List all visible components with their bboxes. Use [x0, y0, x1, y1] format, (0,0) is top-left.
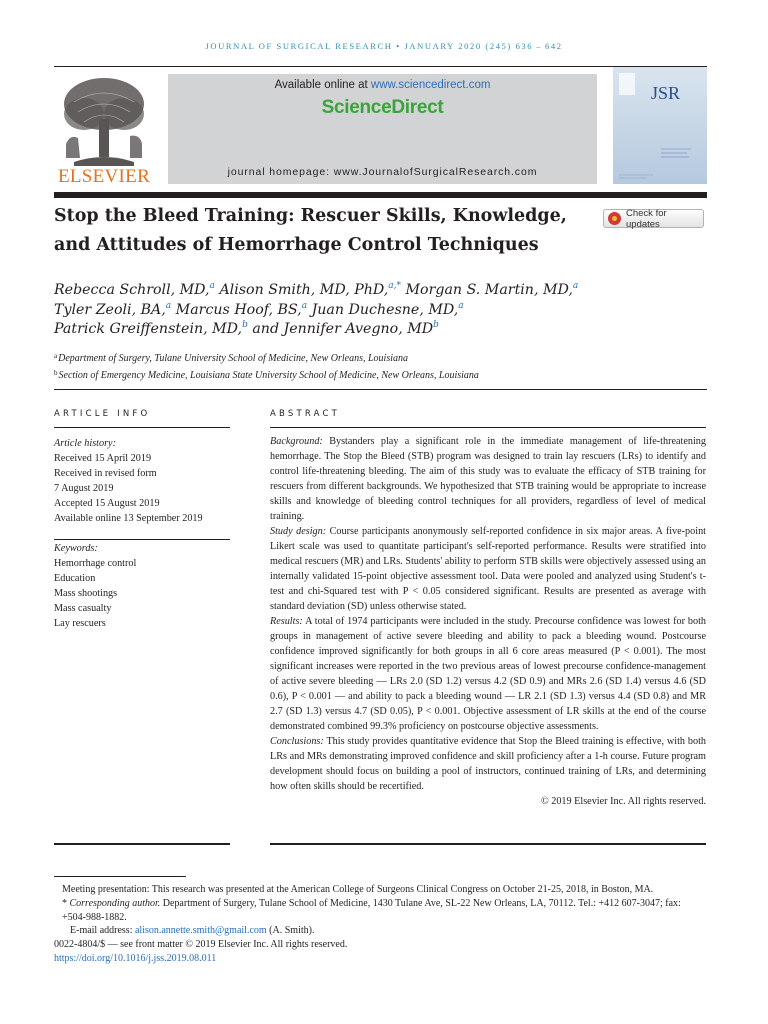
tree-icon: [54, 74, 154, 166]
abstract-study-design: [270, 524, 706, 614]
keyword-item: Education: [54, 573, 96, 584]
author-affiliation-mark[interactable]: a: [209, 281, 215, 291]
check-for-updates-button[interactable]: [603, 209, 704, 228]
article-title: Stop the Bleed Training: Rescuer Skills, Knowledge, and Attitudes of Hemorrhage Control Techniques: [54, 206, 567, 255]
keyword-item: Mass casualty: [54, 603, 112, 614]
abstract-results: [270, 614, 706, 734]
article-info-rule: [54, 427, 230, 428]
author-name: Tyler Zeoli, BA,: [54, 301, 166, 318]
author-name: Juan Duchesne, MD,: [311, 301, 459, 318]
author-affiliation-mark[interactable]: a: [458, 300, 464, 311]
email-suffix: (A. Smith).: [266, 925, 315, 937]
crossmark-icon: [608, 212, 621, 225]
study-design-text: Course participants anonymously self-reported confidence in six major areas. A five-point Likert scale was used to quantitate participant's self-reported performance. Results were stratified into medical rescuers (MR) and LRs. Students' ability to perform STB skills were objectively assessed using an internally validated 15-point objective assessment tool. Data were pooled and analyzed using Student's t-test and chi-Squared test with P < 0.05 considered significant. Results are presented as average with standard deviation (SD) unless otherwise stated.: [270, 526, 706, 612]
conclusions-text: This study provides quantitative evidence that Stop the Bleed training is effective, with both LRs and MRs demonstrating improved confidence and skill proficiency after a 1-h course. Future program development should focus on building a pool of instructors, continued training of LRs, and determining how often skills should be recertified.: [270, 736, 706, 792]
check-for-updates-label: Check for updates: [626, 207, 667, 230]
available-prefix: Available online at: [274, 79, 371, 91]
footnote-rule: [54, 876, 186, 877]
article-history: [54, 436, 234, 526]
issn-line: 0022-4804/$ — see front matter © 2019 Elsevier Inc. All rights reserved.: [54, 939, 348, 951]
keyword-item: Hemorrhage control: [54, 558, 137, 569]
abstract-conclusions: [270, 734, 706, 794]
sciencedirect-link[interactable]: www.sciencedirect.com: [370, 79, 491, 91]
affiliation-mark: a: [54, 352, 58, 360]
history-item: Received 15 April 2019: [54, 453, 152, 464]
keyword-item: Lay rescuers: [54, 618, 106, 629]
article-info-bottom-rule: [54, 843, 230, 845]
email-footnote: [54, 924, 707, 938]
masthead-thick-rule: [54, 192, 707, 198]
history-item: Accepted 15 August 2019: [54, 498, 160, 509]
results-label: Results:: [270, 616, 303, 627]
running-head: JOURNAL OF SURGICAL RESEARCH • JANUARY 2020 (245) 636 – 642: [205, 41, 563, 51]
corresponding-footnote: [54, 897, 707, 925]
author-name: Morgan S. Martin, MD,: [405, 282, 573, 298]
keywords-rule: [54, 539, 230, 540]
author-affiliation-mark[interactable]: a,*: [388, 281, 402, 291]
corresponding-label: Corresponding author.: [69, 897, 161, 909]
email-label: E-mail address:: [70, 925, 135, 937]
author-affiliation-mark[interactable]: a: [301, 300, 308, 311]
article-info-heading: ARTICLE INFO: [54, 409, 151, 419]
journal-homepage[interactable]: journal homepage: www.JournalofSurgicalResearch.com: [227, 166, 538, 178]
author-name: Patrick Greiffenstein, MD,: [54, 321, 243, 338]
affiliations: [54, 349, 707, 383]
study-design-label: Study design:: [270, 526, 327, 537]
affiliation-item: [54, 366, 707, 383]
abstract-rule: [270, 427, 706, 428]
affiliation-item: [54, 349, 707, 366]
results-text: A total of 1974 participants were included in the study. Precourse confidence was lowest for both groups in management of active severe bleeding and ability to pack a bleeding wound. Postcourse confidence improved significantly for both groups in all 6 core areas measured (P < 0.001). The most significant increases were reported in the two previous areas of lowest precourse confidence-management of active severe bleeding — LRs 2.0 (SD 1.2) versus 4.2 (SD 0.9) and MRs 2.6 (SD 1.4) versus 4.6 (SD 0.6), P < 0.001 — and ability to pack a bleeding wound — LR 2.1 (SD 1.3) versus 4.4 (SD 0.8) and MR 2.7 (SD 1.3) versus 4.7 (SD 0.05), P < 0.001. Objective assessment of LR skills at the end of the course demonstrated combined 99.3% proficiency on postcourse objective assessments.: [270, 616, 706, 732]
affiliation-mark: b: [54, 369, 58, 377]
corresponding-text: Department of Surgery, Tulane School of Medicine, 1430 Tulane Ave, SL-22 New Orleans, LA, 70112. Tel.: +412 607-3047; fax: +504-988-1882.: [62, 897, 681, 923]
footnotes: [54, 883, 707, 966]
conclusions-label: Conclusions:: [270, 736, 324, 747]
abstract-background: [270, 434, 706, 524]
header-rule: [54, 66, 707, 67]
author-list: [54, 281, 707, 340]
abstract-bottom-rule: [270, 843, 706, 845]
background-label: Background:: [270, 436, 323, 447]
keywords-label: Keywords:: [54, 543, 98, 554]
author-name: Marcus Hoof, BS,: [175, 301, 302, 318]
author-name: and Jennifer Avegno, MD: [252, 321, 434, 338]
history-label: Article history:: [54, 438, 116, 449]
keywords-list: [54, 541, 234, 631]
corresponding-mark: *: [62, 897, 70, 909]
section-rule: [54, 389, 707, 390]
meeting-footnote: Meeting presentation: This research was presented at the American College of Surgeons Clinical Congress on October 21-25, 2018, in Boston, MA.: [62, 884, 654, 895]
history-item: 7 August 2019: [54, 483, 114, 494]
author-affiliation-mark[interactable]: b: [242, 320, 248, 331]
email-link[interactable]: alison.annette.smith@gmail.com: [134, 925, 267, 937]
author-affiliation-mark[interactable]: a: [165, 300, 172, 311]
doi-link[interactable]: https://doi.org/10.1016/j.jss.2019.08.011: [54, 952, 217, 964]
cover-jsr-title: JSR: [651, 83, 681, 103]
history-item: Available online 13 September 2019: [54, 513, 203, 524]
author-affiliation-mark[interactable]: b: [433, 320, 439, 331]
abstract-body: [270, 434, 706, 809]
abstract-copyright: © 2019 Elsevier Inc. All rights reserved.: [540, 796, 706, 807]
author-affiliation-mark[interactable]: a: [572, 281, 579, 291]
sciencedirect-logo[interactable]: ScienceDirect: [321, 97, 444, 118]
affiliation-text: Department of Surgery, Tulane University School of Medicine, New Orleans, Louisiana: [58, 353, 408, 364]
author-name: Alison Smith, MD, PhD,: [219, 282, 389, 298]
history-item: Received in revised form: [54, 468, 157, 479]
abstract-heading: ABSTRACT: [270, 409, 341, 419]
author-name: Rebecca Schroll, MD,: [54, 282, 210, 298]
keyword-item: Mass shootings: [54, 588, 118, 599]
affiliation-text: Section of Emergency Medicine, Louisiana State University School of Medicine, New Orleans, Louisiana: [58, 370, 479, 381]
elsevier-wordmark: ELSEVIER: [57, 166, 151, 187]
available-online-line: [168, 79, 597, 91]
background-text: Bystanders play a significant role in the immediate management of life-threatening hemorrhage. The Stop the Bleed (STB) program was designed to train lay rescuers (LRs) to identify and control life-threatening bleeding. The aim of this study was to evaluate the efficacy of STB training for rescuers from different backgrounds. We hypothesized that STB training would be appropriate to increase skills and knowledge of bleeding control techniques for all providers, regardless of level of medical training.: [270, 436, 706, 522]
